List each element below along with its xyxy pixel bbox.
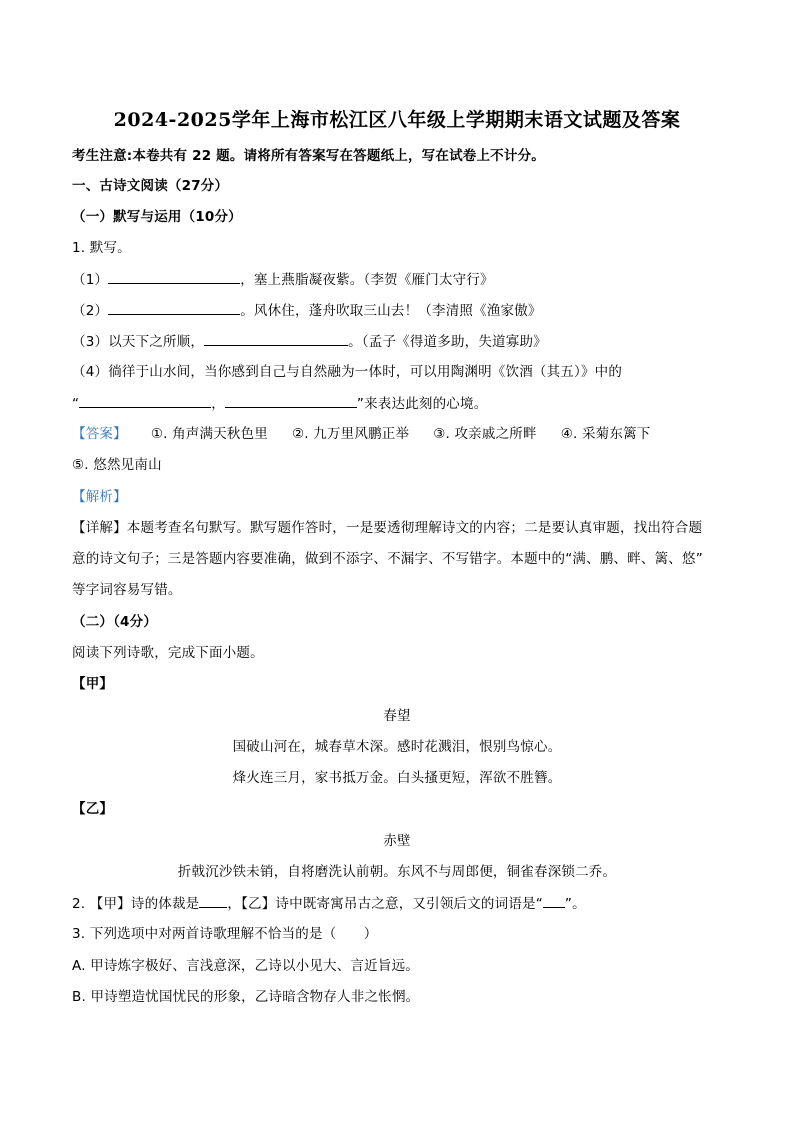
answer-item: ②. 九万里风鹏正举 — [292, 426, 410, 442]
question-1-stem: 1. 默写。 — [72, 240, 131, 256]
analysis-line: 【详解】本题考查名句默写。默写题作答时，一是要透彻理解诗文的内容；二是要认真审题，找出符合题 — [72, 520, 703, 536]
question-3-stem: 3. 下列选项中对两首诗歌理解不恰当的是（ ） — [72, 926, 378, 942]
question-2-text: 2. 【甲】诗的体裁是 — [72, 896, 200, 912]
answer-blank[interactable] — [225, 395, 357, 408]
answer-item: ①. 角声满天秋色里 — [150, 426, 268, 442]
question-2-text: ”。 — [564, 896, 586, 912]
answer-row — [72, 426, 650, 442]
poem-a-title: 春望 — [383, 708, 411, 724]
item-text: 。（孟子《得道多助，失道寡助》 — [348, 334, 547, 350]
poem-b-title: 赤壁 — [383, 833, 411, 849]
poem-b-line: 折戟沉沙铁未销，自将磨洗认前朝。东风不与周郎便，铜雀春深锁二乔。 — [177, 864, 617, 880]
answer-blank[interactable] — [79, 395, 211, 408]
answer-item: ③. 攻亲戚之所畔 — [433, 426, 537, 442]
answer-item: ⑤. 悠然见南山 — [72, 457, 162, 473]
document-title: 2024-2025学年上海市松江区八年级上学期期末语文试题及答案 — [113, 109, 681, 131]
question-2 — [72, 895, 586, 912]
question-1-item-4-line-1: （4）徜徉于山水间，当你感到自己与自然融为一体时，可以用陶渊明《饮酒（其五）》中的 — [72, 364, 623, 380]
answer-blank[interactable] — [108, 271, 240, 284]
analysis-line: 等字词容易写错。 — [72, 582, 182, 598]
question-1-item-4-line-2 — [72, 395, 487, 412]
answer-label: 【答案】 — [72, 426, 127, 442]
item-number: （1） — [72, 272, 109, 288]
answer-blank[interactable] — [204, 333, 348, 346]
question-3-option-a: A. 甲诗炼字极好、言浅意深，乙诗以小见大、言近旨远。 — [72, 958, 419, 974]
item-number: （3） — [72, 334, 109, 350]
exam-notice: 考生注意:本卷共有 22 题。请将所有答案写在答题纸上，写在试卷上不计分。 — [72, 148, 545, 164]
poem-a-line: 国破山河在，城春草木深。感时花溅泪，恨别鸟惊心。 — [232, 739, 562, 755]
answer-blank[interactable] — [199, 895, 227, 908]
poem-a-line: 烽火连三月，家书抵万金。白头搔更短，浑欲不胜簪。 — [232, 770, 562, 786]
part-heading-dictation: （一）默写与运用（10分） — [72, 209, 242, 225]
answer-blank[interactable] — [543, 895, 565, 908]
section-heading-classical-reading: 一、古诗文阅读（27分） — [72, 178, 229, 194]
item-text: ，塞上燕脂凝夜紫。（李贺《雁门太守行》 — [240, 272, 494, 288]
question-1-item-2 — [72, 302, 542, 319]
item-number: （2） — [72, 303, 109, 319]
poetry-instruction: 阅读下列诗歌，完成下面小题。 — [72, 645, 264, 661]
item-prefix: 以天下之所顺， — [108, 334, 205, 350]
close-text: ”来表达此刻的心境。 — [356, 396, 488, 412]
analysis-line: 意的诗文句子；三是答题内容要准确，做到不添字、不漏字、不写错字。本题中的“满、鹏、畔、篱、悠” — [72, 551, 703, 567]
answer-blank[interactable] — [108, 302, 240, 315]
question-1-item-1 — [72, 271, 494, 288]
part-heading-poetry: （二）（4分） — [72, 614, 158, 630]
poem-b-tag: 【乙】 — [72, 801, 114, 817]
analysis-label: 【解析】 — [72, 489, 127, 505]
question-2-text: ，【乙】诗中既寄寓吊古之意，又引领后文的词语是“ — [227, 896, 543, 912]
comma: ， — [211, 396, 225, 412]
question-1-item-3 — [72, 333, 547, 350]
answer-item: ④. 采菊东篱下 — [560, 426, 651, 442]
question-3-option-b: B. 甲诗塑造忧国忧民的形象，乙诗暗含物存人非之怅惘。 — [72, 989, 420, 1005]
poem-a-tag: 【甲】 — [72, 676, 114, 692]
open-quote: “ — [72, 396, 80, 412]
item-text: 。风休住，蓬舟吹取三山去！（李清照《渔家傲》 — [240, 303, 542, 319]
